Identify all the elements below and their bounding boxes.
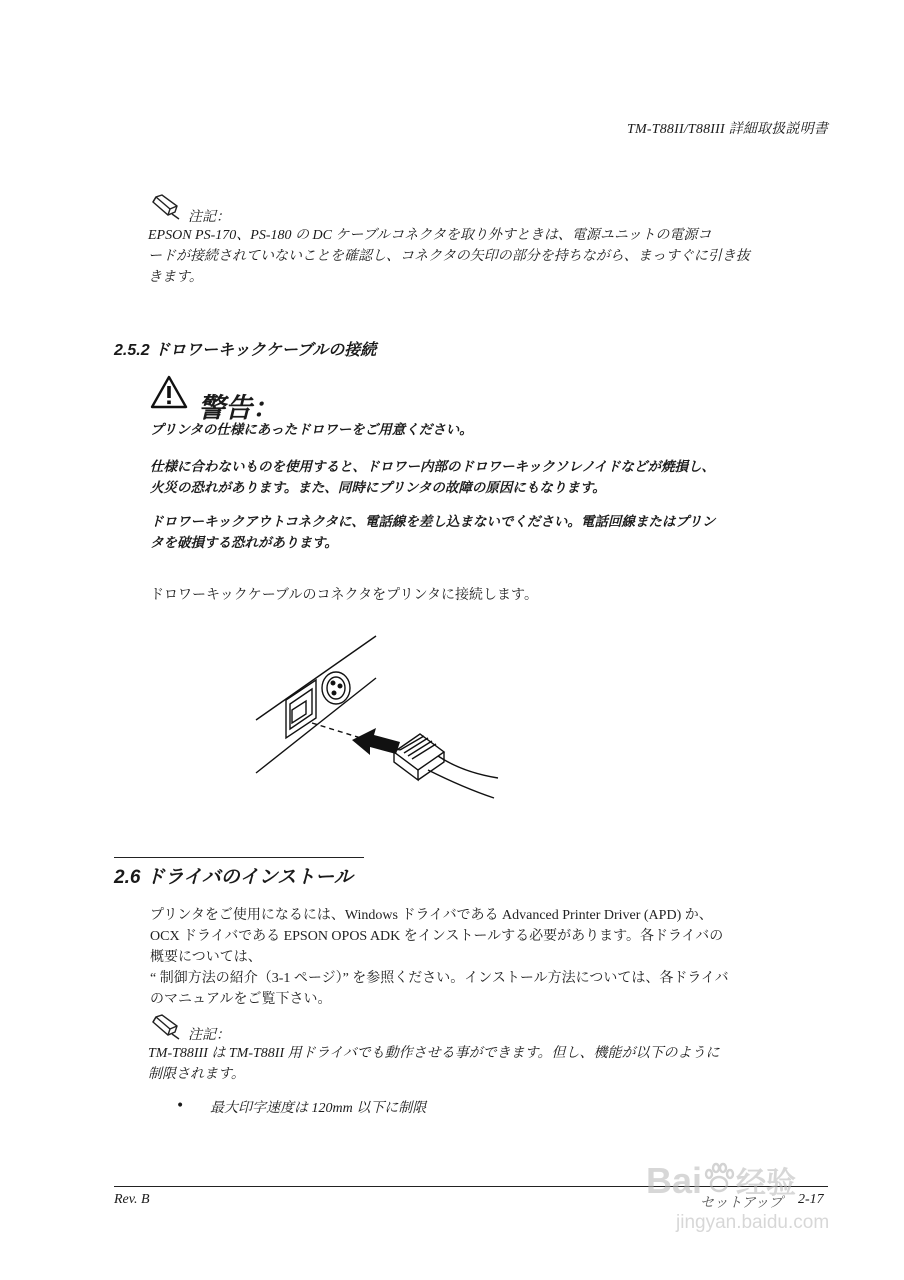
note-body [148, 225, 828, 288]
note-line: TM-T88III は TM-T88II 用ドライバでも動作させる事ができます。但し、機能が以下のように [148, 1046, 720, 1061]
section-title-2-5-2: 2.5.2 ドロワーキックケーブルの接続 [114, 342, 377, 359]
watermark-logo-cn: 经验 [736, 1167, 797, 1200]
document-header: TM-T88II/T88III 詳細取扱説明書 [627, 122, 828, 137]
watermark-url: jingyan.baidu.com [676, 1212, 830, 1233]
bullet-text: 最大印字速度は 120mm 以下に制限 [210, 1101, 427, 1116]
warning-line: ドロワーキックアウトコネクタに、電話線を差し込まないでください。電話回線またはプリン [150, 514, 716, 529]
section-rule [114, 857, 364, 858]
note-line: EPSON PS-170、PS-180 の DC ケーブルコネクタを取り外すときは、電源ユニットの電源コ [148, 228, 712, 243]
drawer-kick-cable-connection-illustration [248, 628, 508, 812]
warning-triangle-icon [150, 375, 188, 413]
note-line: きます。 [148, 270, 203, 285]
footer-page-number: 2-17 [798, 1192, 824, 1207]
footer-section: セットアップ [700, 1196, 783, 1211]
warning-line: 仕様に合わないものを使用すると、ドロワー内部のドロワーキックソレノイドなどが焼損し、 [150, 459, 715, 474]
warning-paragraph-1: プリンタの仕様にあったドロワーをご用意ください。 [150, 422, 473, 437]
connect-instruction: ドロワーキックケーブルのコネクタをプリンタに接続します。 [150, 588, 538, 603]
bullet-symbol: • [176, 1098, 185, 1114]
watermark-logo [646, 1158, 796, 1205]
install-line: OCX ドライバである EPSON OPOS ADK をインストールする必要があります。各ドライバの [150, 929, 724, 944]
footer-revision: Rev. B [114, 1192, 150, 1207]
install-line: プリンタをご使用になるには、Windows ドライバである Advanced Printer Driver (APD) か、 [150, 908, 713, 923]
section-title-2-6: 2.6 ドライバのインストール [114, 867, 353, 888]
warning-paragraph-3 [150, 511, 830, 553]
warning-line: タを破損する恐れがあります。 [150, 535, 338, 550]
note-label: 注記： [188, 1028, 230, 1043]
pencil-icon [148, 1014, 182, 1044]
pencil-icon [148, 194, 182, 224]
install-line: 概要については、 [150, 950, 262, 965]
note-label: 注記： [188, 210, 230, 225]
paw-icon [702, 1162, 736, 1205]
note-line: 制限されます。 [148, 1067, 245, 1082]
note-body [148, 1043, 828, 1085]
install-line: “ 制御方法の紹介（3-1 ページ）” を参照ください。インストール方法については、各ドライバ [150, 971, 729, 986]
warning-title: 警告： [198, 393, 279, 423]
install-paragraph [150, 905, 830, 1010]
note-line: ードが接続されていないことを確認し、コネクタの矢印の部分を持ちながら、まっすぐに引き抜 [148, 249, 750, 264]
install-line: のマニュアルをご覧下さい。 [150, 992, 332, 1007]
warning-line: 火災の恐れがあります。また、同時にプリンタの故障の原因にもなります。 [150, 480, 606, 495]
warning-paragraph-2 [150, 456, 830, 498]
watermark-logo-text: Bai [646, 1160, 703, 1201]
